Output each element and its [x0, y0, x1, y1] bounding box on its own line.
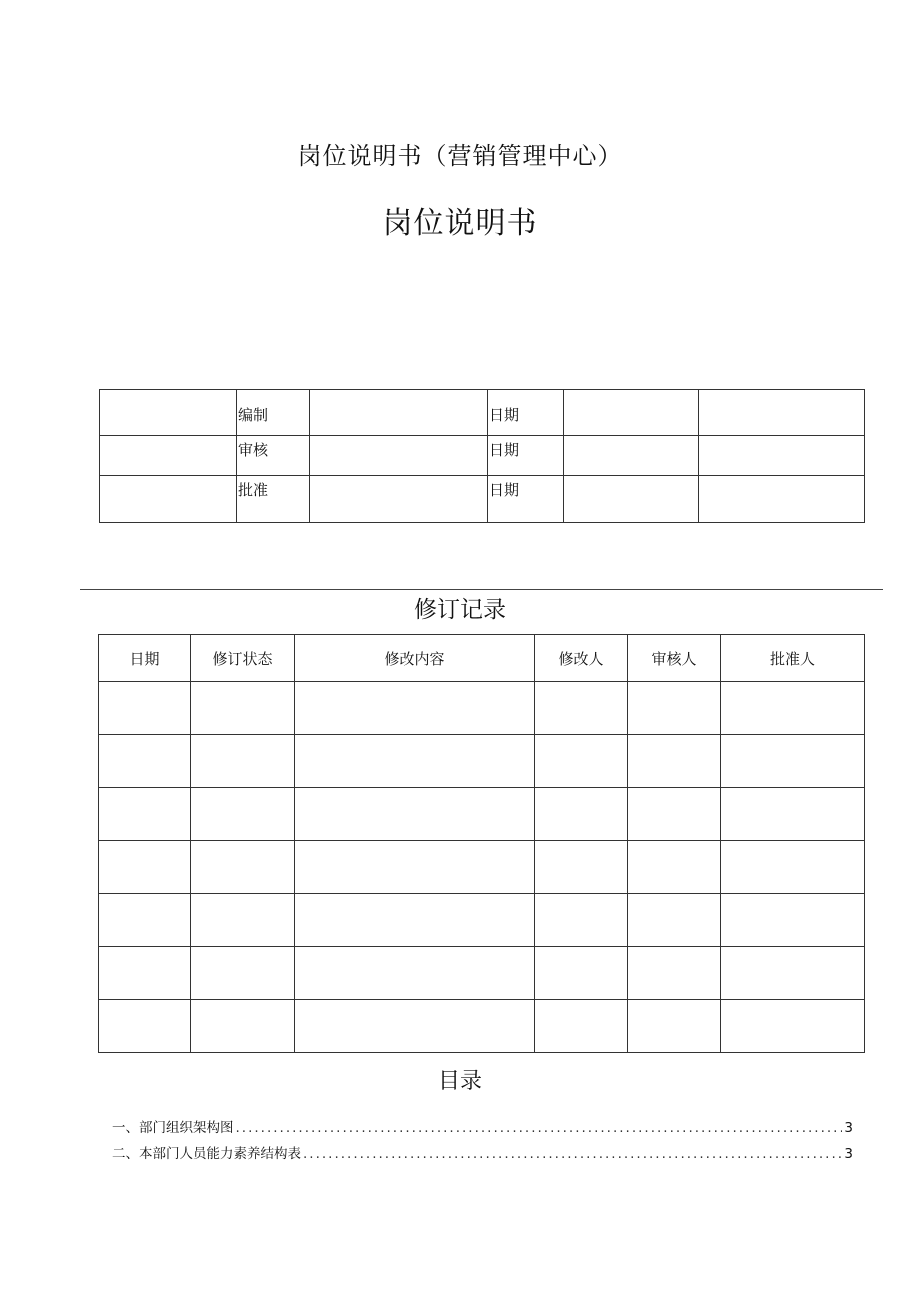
toc-item-page: 3: [844, 1146, 853, 1162]
revision-cell[interactable]: [191, 841, 295, 894]
signoff-date-label: 日期: [488, 476, 564, 523]
signoff-row-approved: [100, 476, 865, 523]
revision-cell[interactable]: [295, 841, 535, 894]
signoff-blank-cell: [100, 476, 237, 523]
revision-header-date: 日期: [99, 635, 191, 682]
revision-cell[interactable]: [99, 894, 191, 947]
page-title: 岗位说明书: [382, 206, 538, 241]
revision-cell[interactable]: [191, 788, 295, 841]
toc-title: 目录: [437, 1069, 482, 1094]
revision-cell[interactable]: [628, 947, 721, 1000]
signoff-extra-cell: [699, 476, 865, 523]
toc-item-page: 3: [844, 1120, 853, 1136]
signoff-role-label: 批准: [237, 476, 310, 523]
signoff-date-label: 日期: [488, 436, 564, 476]
document-title: 岗位说明书（营销管理中心）: [297, 142, 623, 170]
signoff-name-cell[interactable]: [310, 390, 488, 436]
revision-row: [99, 788, 865, 841]
revision-cell[interactable]: [628, 788, 721, 841]
signoff-role-label: 审核: [237, 436, 310, 476]
signoff-blank-cell: [100, 390, 237, 436]
revision-header-approver: 批准人: [721, 635, 865, 682]
revision-cell[interactable]: [99, 841, 191, 894]
revision-cell[interactable]: [535, 682, 628, 735]
revision-cell[interactable]: [628, 894, 721, 947]
signoff-name-cell[interactable]: [310, 436, 488, 476]
revision-cell[interactable]: [721, 1000, 865, 1053]
revision-cell[interactable]: [721, 735, 865, 788]
toc-item[interactable]: [112, 1116, 853, 1136]
revision-cell[interactable]: [191, 894, 295, 947]
signoff-row-reviewed: [100, 436, 865, 476]
revision-cell[interactable]: [191, 947, 295, 1000]
revision-cell[interactable]: [99, 1000, 191, 1053]
toc-item-label: 一、部门组织架构图: [112, 1120, 234, 1136]
revision-row: [99, 735, 865, 788]
signoff-extra-cell: [699, 436, 865, 476]
revision-cell[interactable]: [721, 894, 865, 947]
revision-cell[interactable]: [628, 735, 721, 788]
signoff-table: [99, 389, 865, 523]
toc-item[interactable]: [112, 1142, 853, 1162]
revision-cell[interactable]: [628, 841, 721, 894]
toc-leader-dots: [236, 1120, 843, 1136]
revision-title: 修订记录: [414, 597, 506, 623]
revision-row: [99, 947, 865, 1000]
revision-cell[interactable]: [535, 947, 628, 1000]
revision-cell[interactable]: [628, 682, 721, 735]
signoff-date-label: 日期: [488, 390, 564, 436]
revision-cell[interactable]: [721, 841, 865, 894]
revision-cell[interactable]: [295, 947, 535, 1000]
revision-cell[interactable]: [628, 1000, 721, 1053]
revision-header-reviewer: 审核人: [628, 635, 721, 682]
revision-cell[interactable]: [535, 788, 628, 841]
revision-row: [99, 894, 865, 947]
revision-cell[interactable]: [295, 788, 535, 841]
revision-cell[interactable]: [295, 735, 535, 788]
signoff-date-cell[interactable]: [564, 436, 699, 476]
revision-header-row: [99, 635, 865, 682]
revision-cell[interactable]: [191, 682, 295, 735]
revision-header-content: 修改内容: [295, 635, 535, 682]
revision-cell[interactable]: [721, 682, 865, 735]
signoff-row-prepared: [100, 390, 865, 436]
revision-row: [99, 1000, 865, 1053]
revision-cell[interactable]: [535, 735, 628, 788]
signoff-blank-cell: [100, 436, 237, 476]
signoff-date-cell[interactable]: [564, 390, 699, 436]
revision-header-editor: 修改人: [535, 635, 628, 682]
revision-cell[interactable]: [99, 682, 191, 735]
signoff-role-label: 编制: [237, 390, 310, 436]
revision-cell[interactable]: [99, 788, 191, 841]
revision-cell[interactable]: [191, 1000, 295, 1053]
revision-cell[interactable]: [535, 841, 628, 894]
revision-cell[interactable]: [721, 788, 865, 841]
revision-header-status: 修订状态: [191, 635, 295, 682]
revision-cell[interactable]: [295, 682, 535, 735]
toc-item-label: 二、本部门人员能力素养结构表: [112, 1146, 301, 1162]
revision-cell[interactable]: [99, 947, 191, 1000]
section-divider: [80, 589, 883, 590]
revision-row: [99, 682, 865, 735]
signoff-extra-cell: [699, 390, 865, 436]
revision-table-body: [99, 682, 865, 1053]
revision-cell[interactable]: [535, 894, 628, 947]
revision-cell[interactable]: [191, 735, 295, 788]
revision-cell[interactable]: [535, 1000, 628, 1053]
revision-row: [99, 841, 865, 894]
revision-cell[interactable]: [721, 947, 865, 1000]
revision-cell[interactable]: [99, 735, 191, 788]
revision-cell[interactable]: [295, 1000, 535, 1053]
revision-cell[interactable]: [295, 894, 535, 947]
signoff-date-cell[interactable]: [564, 476, 699, 523]
revision-table: [98, 634, 865, 1053]
toc-leader-dots: [303, 1146, 842, 1162]
signoff-name-cell[interactable]: [310, 476, 488, 523]
